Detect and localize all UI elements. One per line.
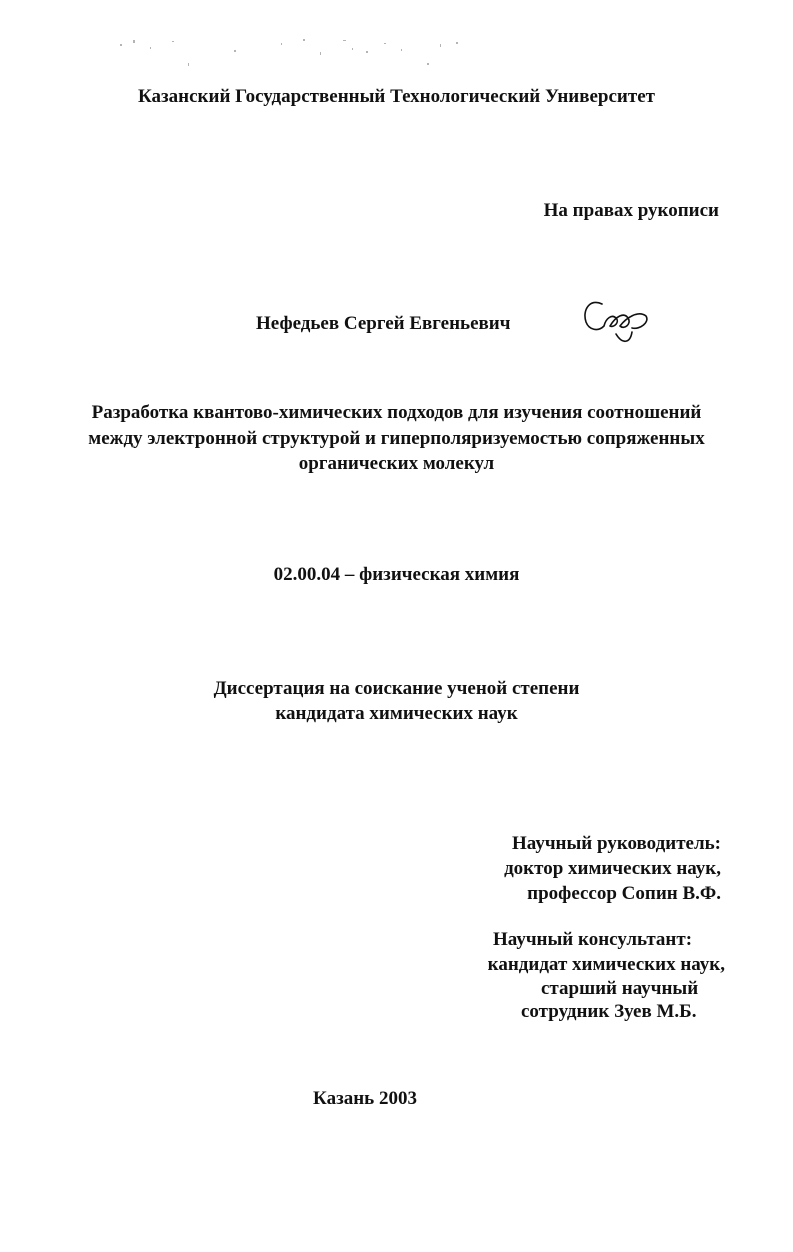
consultant-name: сотрудник Зуев М.Б. bbox=[521, 1001, 697, 1022]
author-name: Нефедьев Сергей Евгеньевич bbox=[256, 313, 511, 334]
supervisor-heading: Научный руководитель: bbox=[512, 833, 721, 854]
dissertation-line-1: Диссертация на соискание ученой степени bbox=[213, 678, 580, 699]
consultant-degree: кандидат химических наук, bbox=[487, 954, 725, 975]
title-line-1: Разработка квантово-химических подходов для изучения соотношений bbox=[91, 402, 702, 423]
consultant-heading: Научный консультант: bbox=[493, 929, 693, 950]
dissertation-line-2: кандидата химических наук bbox=[275, 703, 518, 724]
consultant-position: старший научный bbox=[541, 978, 699, 999]
city-year: Казань 2003 bbox=[313, 1088, 417, 1109]
title-line-2: между электронной структурой и гиперполяризуемостью сопряженных bbox=[88, 428, 705, 449]
scan-noise bbox=[0, 0, 793, 90]
supervisor-name: профессор Сопин В.Ф. bbox=[527, 883, 721, 904]
specialty-code: 02.00.04 – физическая химия bbox=[273, 564, 520, 585]
title-line-3: органических молекул bbox=[298, 453, 495, 474]
author-signature bbox=[580, 296, 652, 348]
university-name: Казанский Государственный Технологический Университет bbox=[138, 86, 655, 107]
supervisor-degree: доктор химических наук, bbox=[504, 858, 721, 879]
manuscript-rights: На правах рукописи bbox=[543, 200, 719, 221]
